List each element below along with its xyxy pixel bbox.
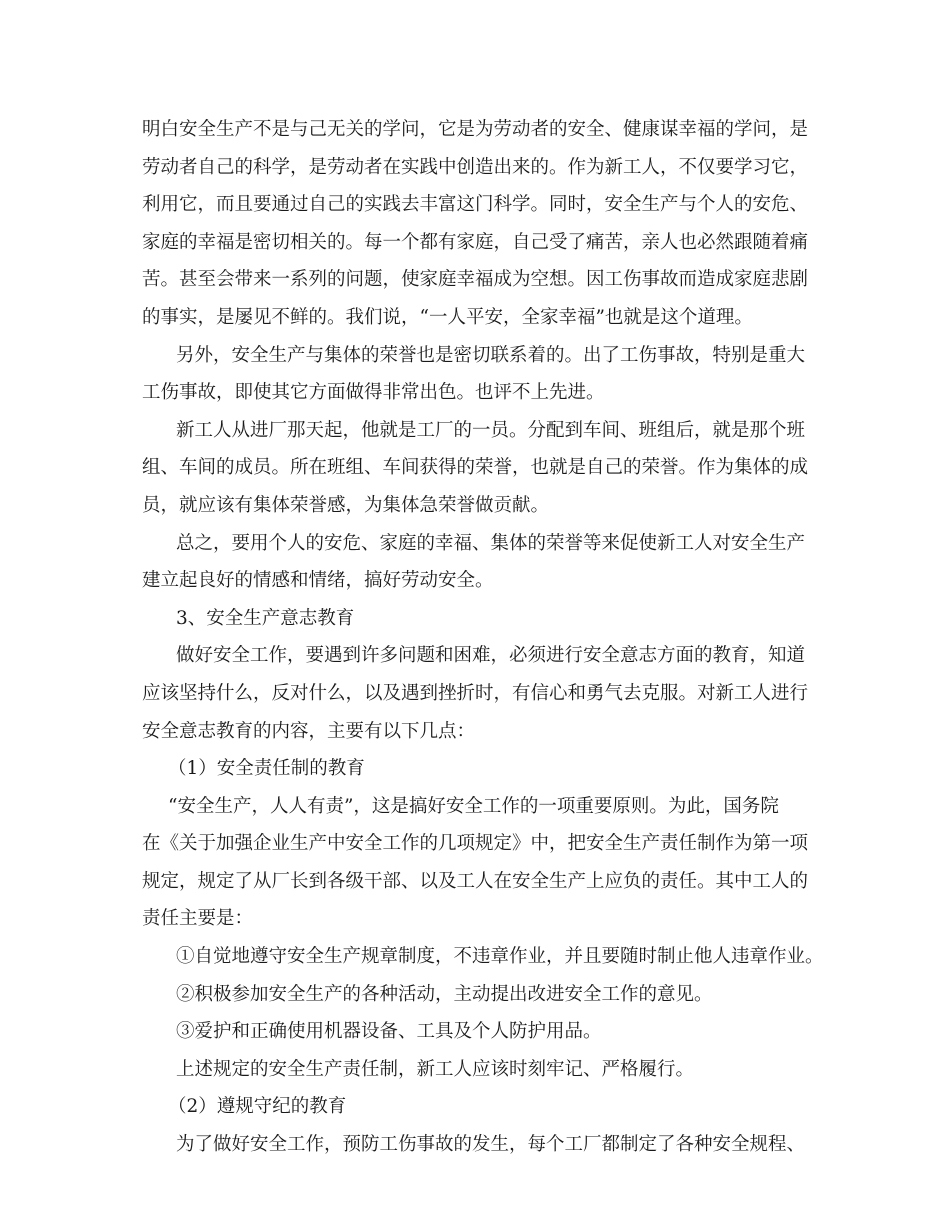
- subsection-heading: （2）遵规守纪的教育: [168, 1096, 347, 1118]
- list-item: ①自觉地遵守安全生产规章制度，不违章作业，并且要随时制止他人违章作业。: [176, 946, 824, 968]
- section-heading: 3、安全生产意志教育: [176, 607, 355, 629]
- list-item: ②积极参加安全生产的各种活动，主动提出改进安全工作的意见。: [176, 983, 713, 1005]
- paragraph-line: 劳动者自己的科学，是劳动者在实践中创造出来的。作为新工人，不仅要学习它，: [142, 156, 809, 178]
- paragraph-line: 在《关于加强企业生产中安全工作的几项规定》中，把安全生产责任制作为第一项: [142, 833, 809, 855]
- paragraph-line: 家庭的幸福是密切相关的。每一个都有家庭，自己受了痛苦，亲人也必然跟随着痛: [142, 231, 809, 253]
- paragraph-line: 应该坚持什么，反对什么，以及遇到挫折时，有信心和勇气去克服。对新工人进行: [142, 682, 809, 704]
- subsection-heading: （1）安全责任制的教育: [168, 758, 365, 780]
- paragraph-line: 另外，安全生产与集体的荣誉也是密切联系着的。出了工伤事故，特别是重大: [176, 344, 806, 366]
- paragraph-line: 苦。甚至会带来一系列的问题，使家庭幸福成为空想。因工伤事故而造成家庭悲剧: [142, 269, 809, 291]
- paragraph-line: 做好安全工作，要遇到许多问题和困难，必须进行安全意志方面的教育，知道: [176, 645, 806, 667]
- paragraph-line: 利用它，而且要通过自己的实践去丰富这门科学。同时，安全生产与个人的安危、: [142, 194, 809, 216]
- document-body: [142, 111, 822, 1164]
- paragraph-line: 建立起良好的情感和情绪，搞好劳动安全。: [142, 570, 494, 592]
- paragraph-line: “安全生产，人人有责”，这是搞好安全工作的一项重要原则。为此，国务院: [168, 795, 779, 817]
- paragraph-line: 的事实，是屡见不鲜的。我们说，“一人平安，全家幸福”也就是这个道理。: [142, 306, 753, 328]
- list-item: ③爱护和正确使用机器设备、工具及个人防护用品。: [176, 1021, 602, 1043]
- paragraph-line: 组、车间的成员。所在班组、车间获得的荣誉，也就是自己的荣誉。作为集体的成: [142, 457, 809, 479]
- paragraph-line: 新工人从进厂那天起，他就是工厂的一员。分配到车间、班组后，就是那个班: [176, 419, 806, 441]
- paragraph-line: 工伤事故，即使其它方面做得非常出色。也评不上先进。: [142, 382, 605, 404]
- paragraph-line: 上述规定的安全生产责任制，新工人应该时刻牢记、严格履行。: [176, 1058, 695, 1080]
- paragraph-line: 明白安全生产不是与己无关的学问，它是为劳动者的安全、健康谋幸福的学问，是: [142, 119, 809, 140]
- paragraph-line: 员，就应该有集体荣誉感，为集体急荣誉做贡献。: [142, 494, 550, 516]
- paragraph-line: 规定，规定了从厂长到各级干部、以及工人在安全生产上应负的责任。其中工人的: [142, 870, 809, 892]
- paragraph-line: 责任主要是：: [142, 908, 254, 930]
- paragraph-line: 总之，要用个人的安危、家庭的幸福、集体的荣誉等来促使新工人对安全生产: [176, 532, 806, 554]
- paragraph-line: 安全意志教育的内容，主要有以下几点：: [142, 720, 476, 742]
- paragraph-line: 为了做好安全工作，预防工伤事故的发生，每个工厂都制定了各种安全规程、: [176, 1134, 806, 1156]
